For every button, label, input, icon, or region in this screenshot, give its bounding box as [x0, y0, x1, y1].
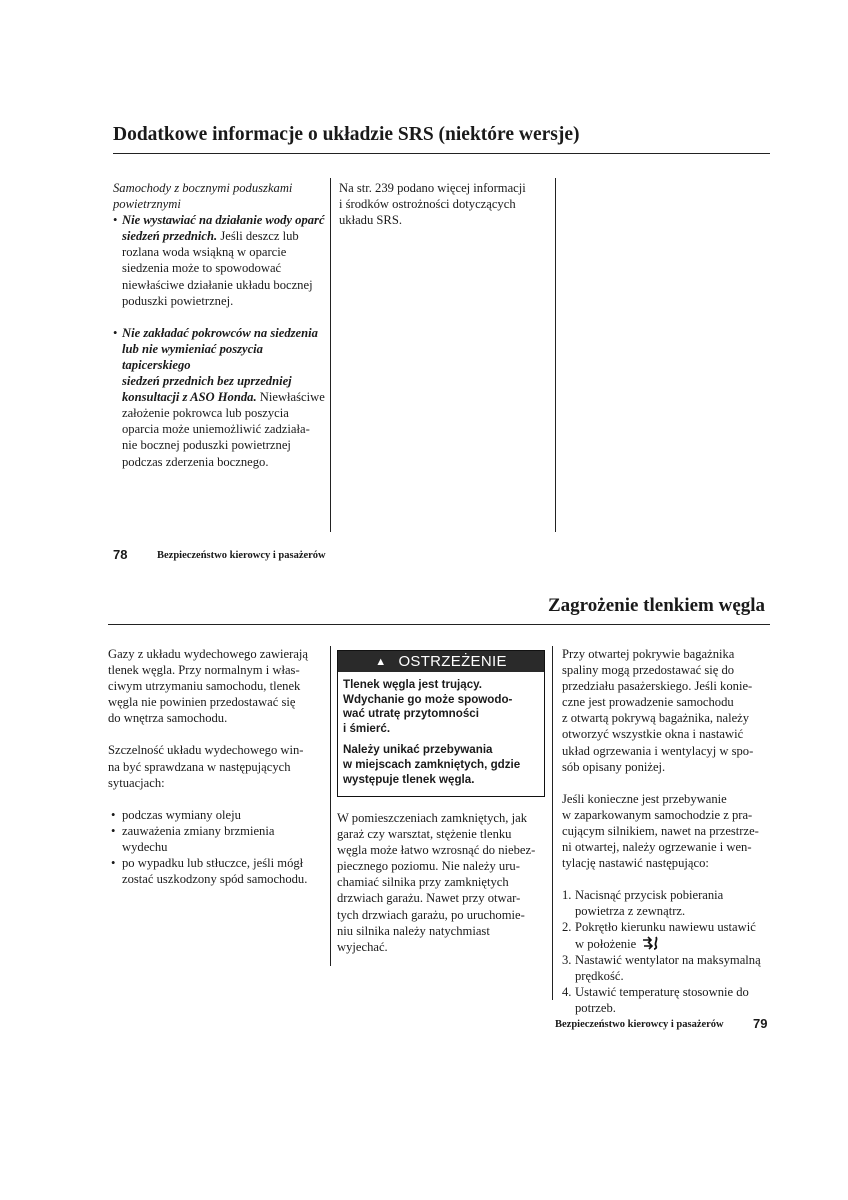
text-line: układ ogrzewania i wentylacyj w spo-: [562, 743, 754, 758]
text-line: ciwym utrzymaniu samochodu, tlenek: [108, 679, 301, 694]
column-divider: [330, 178, 331, 532]
text-line: sób opisany poniżej.: [562, 759, 666, 774]
bullet-text: podczas zderzenia bocznego.: [122, 454, 269, 469]
text-line: drzwiach garażu. Nawet przy otwar-: [337, 891, 521, 906]
bullet-text: Jeśli deszcz lub: [220, 229, 299, 244]
text-line: na być sprawdzana w następujących: [108, 759, 291, 774]
bullet-item-water: [113, 212, 328, 309]
text-line: tych drzwiach garażu, po uruchomie-: [337, 907, 525, 922]
bullet-text: założenie pokrowca lub poszycia: [122, 406, 289, 421]
text-line: piecznego poziomu. Nie należy uru-: [337, 859, 520, 874]
page-title-co: Zagrożenie tlenkiem węgla: [548, 595, 766, 616]
page-footer: Bezpieczeństwo kierowcy i pasażerów: [555, 1019, 724, 1030]
warning-box: [337, 650, 545, 797]
text-line: ni otwartej, należy ogrzewanie i wen-: [562, 840, 752, 855]
text-line: tylację nastawić następująco:: [562, 856, 709, 871]
reference-text: układu SRS.: [339, 213, 402, 228]
reference-text: Na str. 239 podano więcej informacji: [339, 181, 526, 195]
title-divider: [108, 624, 770, 625]
warning-triangle-icon: ▲: [375, 655, 387, 668]
text-line: do wnętrza samochodu.: [108, 711, 228, 726]
warning-body: [338, 672, 544, 787]
text-line: garaż czy warsztat, stężenie tlenku: [337, 827, 512, 842]
srs-left-column: [113, 180, 328, 470]
text-line: Jeśli konieczne jest przebywanie: [562, 791, 727, 806]
intro-paragraph: [108, 646, 326, 726]
text-line: niu silnika należy natychmiast: [337, 923, 490, 938]
reference-text: i środków ostrożności dotyczących: [339, 197, 516, 212]
trunk-paragraph: [562, 646, 772, 775]
page-title-srs: Dodatkowe informacje o układzie SRS (niektóre wersje): [113, 124, 580, 145]
list-item: • zauważenia zmiany brzmienia wydechu: [108, 823, 326, 855]
text-line: spaliny mogą przedostawać się do: [562, 663, 735, 678]
airflow-mode-icon: [642, 936, 660, 950]
text-line: wyjechać.: [337, 939, 388, 954]
list-item: • po wypadku lub stłuczce, jeśli mógł zostać uszkodzony spód samochodu.: [108, 855, 326, 887]
text-line: W pomieszczeniach zamkniętych, jak: [337, 811, 527, 825]
section-subheading: Samochody z bocznymi poduszkami: [113, 181, 293, 195]
text-line: Gazy z układu wydechowego zawierają: [108, 647, 309, 661]
list-item: • podczas wymiany oleju: [108, 807, 326, 823]
column-divider: [552, 646, 553, 1000]
text-line: chamiać silnika przy zamkniętych: [337, 875, 509, 890]
parked-paragraph: [562, 791, 772, 871]
bullet-text: oparcia może uniemożliwić zadziała-: [122, 422, 310, 437]
page-number: 78: [113, 547, 128, 562]
text-line: Przy otwartej pokrywie bagażnika: [562, 647, 735, 661]
co-column-2: [337, 810, 547, 955]
bullet-text: siedzenia może to spowodować: [122, 261, 282, 276]
warning-title: OSTRZEŻENIE: [398, 653, 507, 670]
ventilation-steps: [562, 887, 772, 1016]
co-column-1: [108, 646, 326, 887]
bullet-bold-text: siedzeń przednich.: [122, 229, 218, 244]
step-item: 3. Nastawić wentylator na maksymalną prędkość.: [562, 952, 761, 983]
text-line: w zaparkowanym samochodzie z pra-: [562, 807, 753, 822]
text-line: Szczelność układu wydechowego win-: [108, 743, 304, 758]
step-item: 1. Nacisnąć przycisk pobierania powietrza z zewnątrz.: [562, 888, 724, 919]
text-line: czne jest prowadzenie samochodu: [562, 695, 734, 710]
bullet-item-covers: [113, 325, 328, 470]
co-column-3: [562, 646, 772, 1016]
column-divider: [555, 178, 556, 532]
text-line: cującym silnikiem, nawet na przestrze-: [562, 823, 759, 838]
srs-right-column: [339, 180, 549, 228]
check-list: [108, 807, 326, 887]
page-number: 79: [753, 1016, 768, 1031]
text-line: węgla nie powinien przedostawać się: [108, 695, 296, 710]
bullet-bold-text: siedzeń przednich bez uprzedniej: [122, 374, 292, 389]
warning-paragraph: Tlenek węgla jest trujący. Wdychanie go może spowodo- wać utratę przytomności i śmierć.: [343, 678, 513, 735]
bullet-text: nie bocznej poduszki powietrznej: [122, 438, 291, 453]
text-line: sytuacjach:: [108, 775, 165, 790]
bullet-text: rozlana woda wsiąkną w oparcie: [122, 245, 287, 260]
step-item: 4. Ustawić temperaturę stosownie do potrzeb.: [562, 984, 749, 1015]
text-line: przedziału pasażerskiego. Jeśli konie-: [562, 679, 753, 694]
section-subheading-cont: powietrznymi: [113, 197, 181, 212]
bullet-text: niewłaściwe działanie układu bocznej: [122, 277, 313, 292]
text-line: otworzyć wszystkie okna i nastawić: [562, 727, 744, 742]
bullet-bold-text: lub nie wymieniać poszycia tapicerskiego: [122, 341, 263, 372]
column-divider: [330, 646, 331, 966]
bullet-bold-text: • Nie wystawiać na działanie wody oparć: [122, 213, 325, 228]
page-footer: Bezpieczeństwo kierowcy i pasażerów: [157, 550, 326, 561]
warning-paragraph: Należy unikać przebywania w miejscach zamkniętych, gdzie występuje tlenek węgla.: [343, 743, 521, 786]
text-line: z otwartą pokrywą bagażnika, należy: [562, 711, 750, 726]
text-line: tlenek węgla. Przy normalnym i włas-: [108, 663, 300, 678]
check-paragraph: [108, 742, 326, 790]
bullet-bold-text: • Nie zakładać pokrowców na siedzenia: [122, 325, 318, 340]
text-line: węgla może łatwo wzrosnąć do niebez-: [337, 843, 536, 858]
bullet-bold-text: konsultacji z ASO Honda.: [122, 390, 257, 405]
step-item: 2. Pokrętło kierunku nawiewu ustawić w położenie: [562, 920, 756, 951]
title-divider: [113, 153, 770, 154]
warning-header: [338, 651, 544, 672]
bullet-text: Niewłaściwe: [259, 390, 325, 405]
bullet-text: poduszki powietrznej.: [122, 293, 234, 308]
